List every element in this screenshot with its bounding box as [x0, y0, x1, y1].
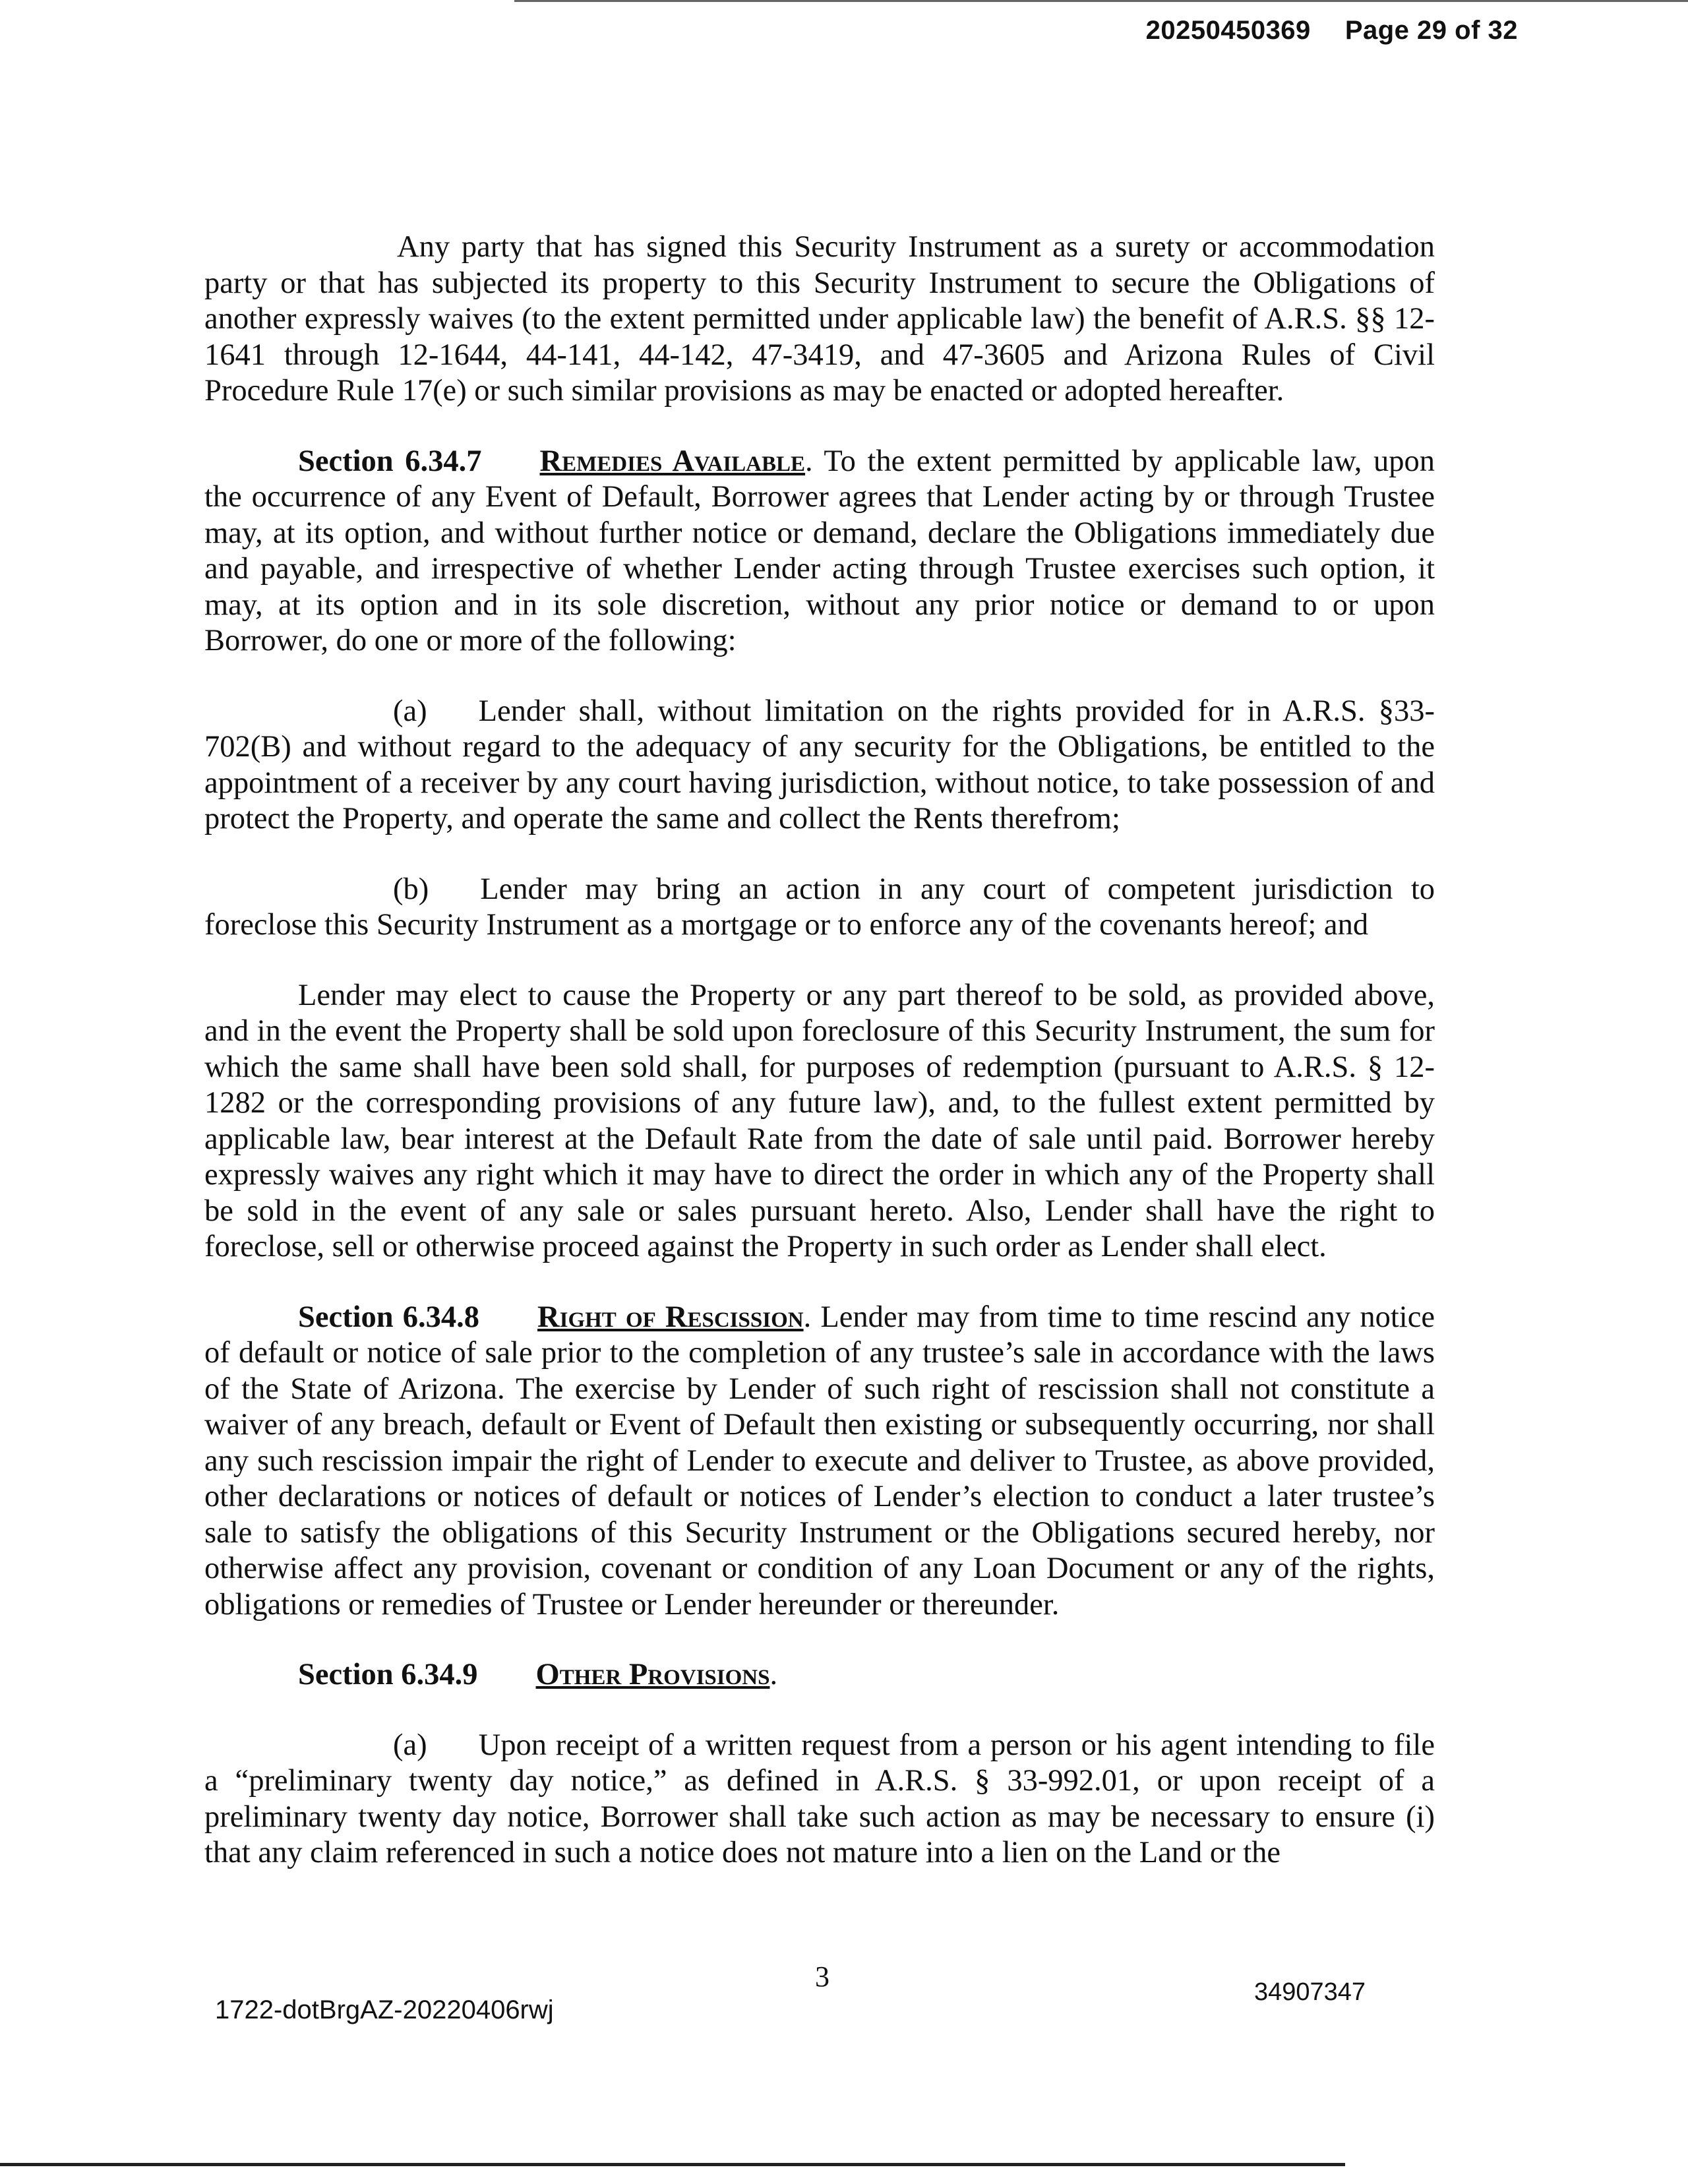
recording-header [1146, 16, 1518, 46]
document-body [204, 229, 1435, 1906]
clause-label: (a) [393, 1728, 427, 1762]
paragraph-sale-redemption: Lender may elect to cause the Property or any part thereof to be sold, as provided above, and in the event the Property shall be sold upon foreclosure of this Security Instrument, the sum for which the same shall have been sold shall, for purposes of redemption (pursuant to A.R.S. § 12-1282 or the corresponding provisions of any future law), and, to the fullest extent permitted by applicable law, bear interest at the Default Rate from the date of sale until paid. Borrower hereby expressly waives any right which it may have to direct the order in which any of the Property shall be sold in the event of any sale or sales pursuant hereto. Also, Lender shall have the right to foreclose, sell or otherwise proceed against the Property in such order as Lender shall elect. [204, 978, 1435, 1263]
bottom-rule [0, 2163, 1345, 2166]
clause-label: (a) [393, 694, 427, 728]
section-text: . [769, 1658, 778, 1691]
clause-text: Lender shall, without limitation on the rights provided for in A.R.S. §33-702(B) and without regard to the adequacy of any security for the Obligations, be entitled to the appointment of a receiver by any court having jurisdiction, without notice, to take possession of and protect the Property, and operate the same and collect the Rents therefrom; [204, 694, 1435, 835]
footer-document-code: 1722-dotBrgAZ-20220406rwj [215, 1995, 554, 2024]
clause-a-receiver [204, 694, 1435, 837]
clause-a-preliminary-notice [204, 1728, 1435, 1871]
section-number: Section 6.34.9 [298, 1658, 478, 1691]
section-text: . Lender may from time to time rescind any notice of default or notice of sale prior to the completion of any trustee’s sale in accordance with the laws of the State of Arizona. The exercise by Lender of such right of rescission shall not constitute a waiver of any breach, default or Event of Default then existing or subsequently occurring, nor shall any such rescission impair the right of Lender to execute and deliver to Trustee, as above provided, other declarations or notices of default or notices of Lender’s election to conduct a later trustee’s sale to satisfy the obligations of this Security Instrument or the Obligations secured hereby, nor otherwise affect any provision, covenant or condition of any Loan Document or any of the rights, obligations or remedies of Trustee or Lender hereunder or thereunder. [204, 1300, 1435, 1622]
clause-text: Lender may bring an action in any court of competent jurisdiction to foreclose this Security Instrument as a mortgage or to enforce any of the covenants hereof; and [204, 872, 1435, 942]
section-6-34-8 [204, 1300, 1435, 1623]
section-6-34-7 [204, 444, 1435, 659]
clause-b-foreclose [204, 872, 1435, 944]
section-text: . To the extent permitted by applicable law, upon the occurrence of any Event of Default, Borrower agrees that Lender acting by or through Trustee may, at its option, and without further notice or demand, declare the Obligations immediately due and payable, and irrespective of whether Lender acting through Trustee exercises such option, it may, at its option and in its sole discretion, without any prior notice or demand to or upon Borrower, do one or more of the following: [204, 444, 1435, 657]
section-6-34-9 [204, 1657, 1435, 1693]
paragraph-surety-waiver: Any party that has signed this Security Instrument as a surety or accommodation party or that has subjected its property to this Security Instrument to secure the Obligations of another expressly waives (to the extent permitted under applicable law) the benefit of A.R.S. §§ 12-1641 through 12-1644, 44-141, 44-142, 47-3419, and 47-3605 and Arizona Rules of Civil Procedure Rule 17(e) or such similar provisions as may be enacted or adopted hereafter. [204, 230, 1435, 408]
section-number: Section 6.34.7 [298, 444, 482, 478]
clause-text: Upon receipt of a written request from a person or his agent intending to file a “preliminary twenty day notice,” as defined in A.R.S. § 33-992.01, or upon receipt of a preliminary twenty day notice, Borrower shall take such action as may be necessary to ensure (i) that any claim referenced in such a notice does not mature into a lien on the Land or the [204, 1728, 1435, 1869]
footer-page-number: 3 [815, 1960, 829, 1993]
section-number: Section 6.34.8 [298, 1300, 480, 1334]
section-title: Remedies Available [539, 444, 806, 478]
section-title: Right of Rescission [537, 1300, 804, 1334]
page-label: Page 29 of 32 [1344, 16, 1518, 45]
clause-label: (b) [393, 872, 429, 906]
document-number: 20250450369 [1145, 16, 1311, 45]
section-title: Other Provisions [535, 1658, 770, 1691]
top-rule [514, 0, 1688, 2]
footer-document-id: 34907347 [1254, 1978, 1366, 2006]
